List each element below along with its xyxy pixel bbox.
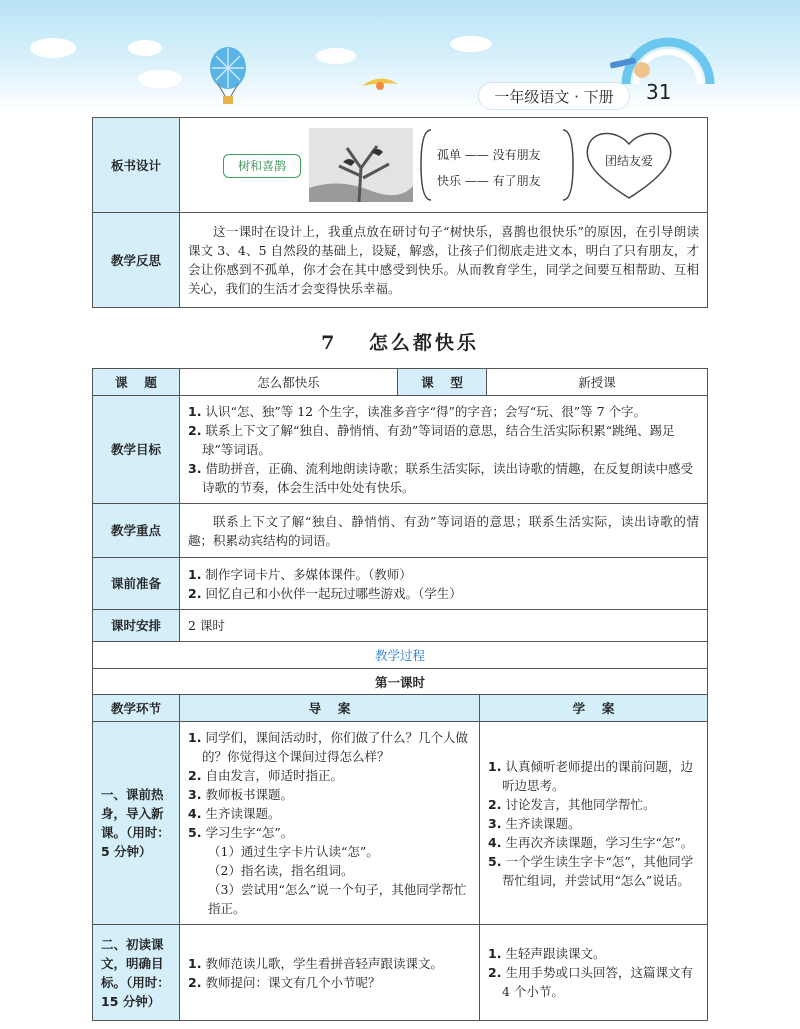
guide-item: 3. 教师板书课题。 xyxy=(188,787,293,802)
flying-kite-icon xyxy=(360,72,400,98)
prep-list xyxy=(188,565,699,603)
study-item: 5. 一个学生读生字卡“怎”，其他同学帮忙组词，并尝试用“怎么”说话。 xyxy=(488,853,694,888)
guide-item: 1. 教师范读儿歌，学生看拼音轻声跟读课文。 xyxy=(188,955,443,971)
period-title: 第一课时 xyxy=(93,669,708,696)
guide-list xyxy=(188,954,471,992)
board-design-cell xyxy=(180,118,708,213)
study-item: 1. 认真倾听老师提出的课前问题，边听边思考。 xyxy=(488,758,693,793)
goal-item: 1. 认识“怎、独”等 12 个生字，读准多音字“得”的字音；会写“玩、很”等 7 个字。 xyxy=(188,404,647,419)
cloud-decoration xyxy=(316,48,356,64)
page-number: 31 xyxy=(646,80,672,104)
cloud-decoration xyxy=(128,40,162,56)
board-reflection-table xyxy=(92,117,708,308)
board-line2-right: 有了朋友 xyxy=(492,174,541,188)
board-line1-right: 没有朋友 xyxy=(492,148,541,162)
key-points-label: 教学重点 xyxy=(93,504,180,558)
goal-item: 2. 联系上下文了解“独自、静悄悄、有劲”等词语的意思，结合生活实际积累“跳绳、踢足球”等词语。 xyxy=(188,423,675,457)
stage-study-cell xyxy=(480,722,708,925)
board-title-badge: 树和喜鹊 xyxy=(223,154,301,178)
col-guide-header: 导 案 xyxy=(180,695,480,722)
reflection-text: 这一课时在设计上，我重点放在研讨句子“树快乐，喜鹊也很快乐”的原因，在引导朗读课文 3、4、5 自然段的基础上，设疑，解惑，让孩子们彻底走进文本，明白了只有朋友，才会让你感到不孤单，你才会在其中感受到快乐。从而教育学生，同学之间要互相帮助、互相关心，我们的生活才会变得快乐幸福。 xyxy=(180,213,708,308)
cloud-decoration xyxy=(30,38,76,58)
schedule-value: 2 课时 xyxy=(180,610,708,642)
guide-subitem: （2）指名读，指名组词。 xyxy=(208,863,354,878)
board-line1-left: 孤单 xyxy=(437,148,462,162)
study-item: 2. 讨论发言，其他同学帮忙。 xyxy=(488,796,656,812)
dash-icon: —— xyxy=(464,148,493,162)
tree-magpie-illustration xyxy=(309,128,413,202)
cloud-decoration xyxy=(450,36,492,52)
process-table xyxy=(92,694,708,1021)
rainbow-telescope-icon xyxy=(606,30,718,86)
study-list xyxy=(488,944,699,1001)
cloud-decoration xyxy=(138,70,182,88)
goals-label: 教学目标 xyxy=(93,396,180,504)
lesson-info-table xyxy=(92,368,708,696)
study-list xyxy=(488,757,699,890)
guide-item: 1. 同学们，课间活动时，你们做了什么？几个人做的？你觉得这个课间过得怎么样？ xyxy=(188,730,468,764)
hot-air-balloon-icon xyxy=(206,46,250,108)
lesson-title: 7 怎么都快乐 xyxy=(321,332,479,354)
study-item: 2. 生用手势或口头回答，这篇课文有 4 个小节。 xyxy=(488,965,693,999)
col-stage-header: 教学环节 xyxy=(93,695,180,722)
heart-text: 团结友爱 xyxy=(604,154,653,168)
book-title-pill: 一年级语文 · 下册 xyxy=(478,82,630,110)
type-value: 新授课 xyxy=(487,369,708,396)
board-design-label: 板书设计 xyxy=(93,118,180,213)
study-item: 3. 生齐读课题。 xyxy=(488,815,581,831)
prep-label: 课前准备 xyxy=(93,558,180,610)
board-line-1 xyxy=(437,146,541,165)
study-item: 4. 生再次齐读课题，学习生字“怎”。 xyxy=(488,834,694,850)
stage-name: 二、初读课文，明确目标。（用时：15 分钟） xyxy=(93,925,180,1021)
schedule-label: 课时安排 xyxy=(93,610,180,642)
dash-icon: —— xyxy=(464,174,493,188)
stage-guide-cell xyxy=(180,925,480,1021)
process-title: 教学过程 xyxy=(93,642,708,669)
board-line2-left: 快乐 xyxy=(437,174,462,188)
topic-label: 课 题 xyxy=(93,369,180,396)
guide-item: 5. 学习生字“怎”。 xyxy=(188,825,294,840)
reflection-label: 教学反思 xyxy=(93,213,180,308)
type-label: 课 型 xyxy=(398,369,487,396)
prep-item: 2. 回忆自己和小伙伴一起玩过哪些游戏。（学生） xyxy=(188,585,462,601)
goals-cell xyxy=(180,396,708,504)
goal-item: 3. 借助拼音，正确、流利地朗读诗歌；联系生活实际，读出诗歌的情趣，在反复朗读中感受诗歌的节奏，体会生活中处处有快乐。 xyxy=(188,461,693,495)
guide-item: 4. 生齐读课题。 xyxy=(188,806,281,821)
key-points-text: 联系上下文了解“独自、静悄悄、有劲”等词语的意思；联系生活实际，读出诗歌的情趣；积累动宾结构的词语。 xyxy=(180,504,708,558)
topic-value: 怎么都快乐 xyxy=(180,369,398,396)
guide-subitem: （1）通过生字卡片认读“怎”。 xyxy=(208,844,379,859)
goals-list xyxy=(188,402,699,497)
board-line-2 xyxy=(437,172,541,191)
stage-name: 一、课前热身，导入新课。（用时：5 分钟） xyxy=(93,722,180,925)
stage-guide-cell xyxy=(180,722,480,925)
guide-list xyxy=(188,728,471,842)
left-brace-icon xyxy=(419,128,433,202)
right-brace-icon xyxy=(561,128,575,202)
board-diagram xyxy=(223,126,693,204)
prep-item: 1. 制作字词卡片、多媒体课件。（教师） xyxy=(188,566,412,582)
prep-cell xyxy=(180,558,708,610)
guide-subitem: （3）尝试用“怎么”说一个句子，其他同学帮忙指正。 xyxy=(208,882,467,916)
col-study-header: 学 案 xyxy=(480,695,708,722)
stage-study-cell xyxy=(480,925,708,1021)
guide-item: 2. 自由发言，师适时指正。 xyxy=(188,768,343,783)
study-item: 1. 生轻声跟读课文。 xyxy=(488,946,606,961)
guide-item: 2. 教师提问：课文有几个小节呢？ xyxy=(188,974,381,990)
